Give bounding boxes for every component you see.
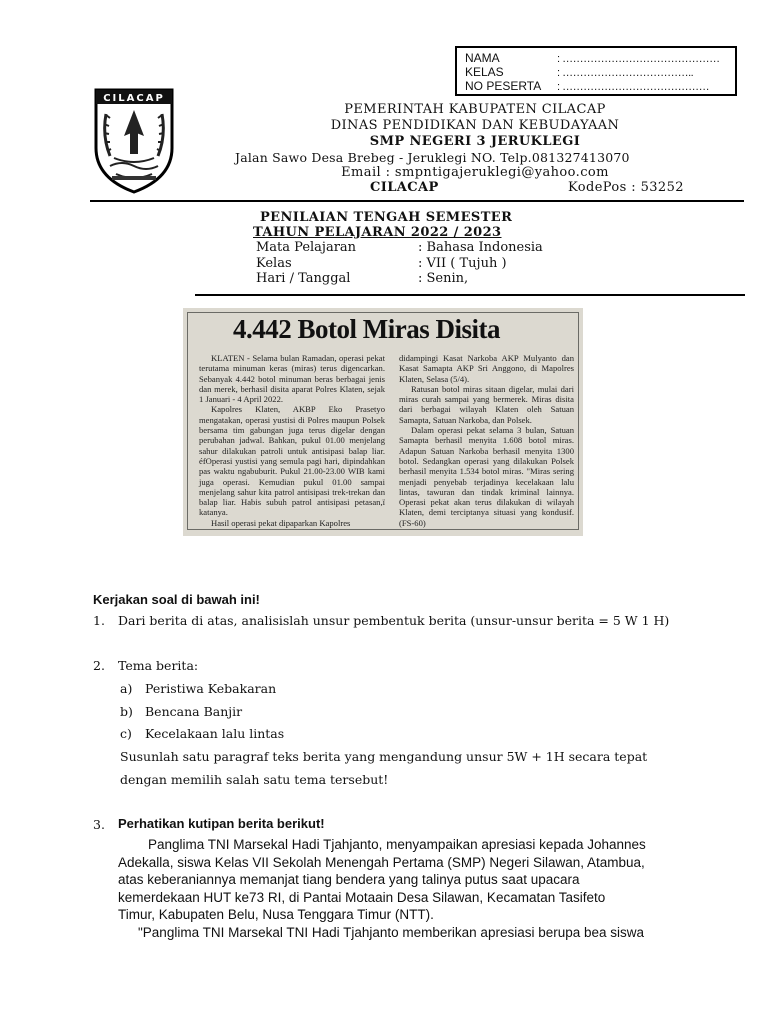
question-2-text: Tema berita: xyxy=(118,658,199,673)
instructions-heading: Kerjakan soal di bawah ini! xyxy=(93,592,260,607)
quote-line: "Panglima TNI Marsekal TNI Hadi Tjahjanto memberikan apresiasi berupa bea siswa xyxy=(138,924,645,940)
header-email: Email : smpntigajeruklegi@yahoo.com xyxy=(341,165,609,180)
clipping-paragraph: Dalam operasi pekat selama 3 bulan, Satuan Samapta berhasil menyita 1.608 botol miras. Adapun Satuan Narkoba berhasil menyita 1300 botol. Sedangkan operasi yang dilakukan Polsek berhasil menyita 1.534 botol miras. "Miras sering menjadi penyebab terjadinya kecelakaan lalu lintas, tawuran dan tindak kriminal lainnya. Operasi pekat akan terus dilakukan di wilayah Klaten, demi terciptanya situasi yang kondusif.(FS-60) xyxy=(399,425,574,528)
option-label: b) xyxy=(120,704,133,719)
identity-value: : ……………………………….. xyxy=(557,67,694,79)
identity-row-nama xyxy=(465,52,720,66)
exam-divider xyxy=(195,294,745,296)
exam-row-class-label: Kelas xyxy=(256,256,292,271)
clipping-paragraph: Ratusan botol miras sitaan digelar, mulai dari miras curah sampai yang bermerek. Miras disita dari berbagai wilayah Klaten oleh Satuan Samapta, Satuan Narkoba, dan Polsek. xyxy=(399,383,574,425)
clipping-paragraph: Kapolres Klaten, AKBP Eko Prasetyo mengatakan, operasi yustisi di Polres maupun Polsek bersama tim gabungan juga terus digelar dengan perubahan jadwal. Bahkan, pukul 01.00 menjelang sahur dilakukan patroli untuk antisipasi balap liar. éfOperasi yustisi yang semula pagi hari, dipindahkan pas waktu ngabuburit. Pukul 21.00-23.00 WIB kami juga operasi. Kemudian pukul 01.00 sampai menjelang sahur kita patrol antisipasi trek-trekan dan balap liar. Habis subuh patrol antisipasi petasan,ï katanya. xyxy=(199,404,385,518)
question-1-text: Dari berita di atas, analisislah unsur pembentuk berita (unsur-unsur berita = 5 W 1 H) xyxy=(118,613,670,628)
clipping-paragraph: didampingi Kasat Narkoba AKP Mulyanto dan Kasat Samapta AKP Sri Anggono, di Mapolres Klaten, Selasa (5/4). xyxy=(399,353,574,384)
clipping-column-left xyxy=(199,353,385,528)
option-text: Bencana Banjir xyxy=(145,704,243,719)
clipping-paragraph: Hasil operasi pekat dipaparkan Kapolres xyxy=(211,517,351,528)
newspaper-clipping xyxy=(183,308,583,536)
exam-row-date-label: Hari / Tanggal xyxy=(256,271,351,286)
cilacap-logo xyxy=(92,86,176,196)
option-label: c) xyxy=(120,726,132,741)
logo-banner-text: CILACAP xyxy=(103,93,165,104)
header-school-name: SMP NEGERI 3 JERUKLEGI xyxy=(369,134,581,149)
exam-title: PENILAIAN TENGAH SEMESTER xyxy=(260,210,513,225)
exam-row-class-value: : VII ( Tujuh ) xyxy=(418,256,507,271)
identity-value: : …………………………………… xyxy=(557,81,710,93)
question-3-quote xyxy=(118,836,738,941)
regency-emblem-icon xyxy=(92,86,176,196)
option-label: a) xyxy=(120,681,133,696)
question-1-number: 1. xyxy=(93,613,105,628)
question-2-task: dengan memilih salah satu tema tersebut! xyxy=(120,772,389,787)
identity-box xyxy=(455,46,737,96)
quote-line: Panglima TNI Marsekal Hadi Tjahjanto, menyampaikan apresiasi kepada Johannes xyxy=(148,837,646,852)
exam-year: TAHUN PELAJARAN 2022 / 2023 xyxy=(253,225,502,240)
option-text: Kecelakaan lalu lintas xyxy=(145,726,285,741)
question-2-task: Susunlah satu paragraf teks berita yang mengandung unsur 5W + 1H secara tepat xyxy=(120,749,648,764)
question-3-heading: Perhatikan kutipan berita berikut! xyxy=(118,816,325,831)
identity-row-no-peserta xyxy=(465,80,709,94)
clipping-column-right xyxy=(399,353,574,528)
quote-line: Adekalla, siswa Kelas VII Sekolah Menengah Pertama (SMP) Negeri Silawan, Atambua, xyxy=(118,854,645,870)
exam-row-subject-label: Mata Pelajaran xyxy=(256,240,357,255)
header-address: Jalan Sawo Desa Brebeg - Jeruklegi NO. Telp.081327413070 xyxy=(235,150,630,165)
header-city: CILACAP xyxy=(370,180,439,195)
header-line-government: PEMERINTAH KABUPATEN CILACAP xyxy=(344,102,606,117)
identity-value: : ……………………………………… xyxy=(557,53,720,65)
question-3-number: 3. xyxy=(93,817,105,832)
quote-line: atas keberaniannya memanjat tiang bendera yang talinya putus saat upacara xyxy=(118,872,580,887)
quote-line: kemerdekaan HUT ke73 RI, di Pantai Motaain Desa Silawan, Kecamatan Tasifeto xyxy=(118,889,606,905)
exam-row-subject-value: : Bahasa Indonesia xyxy=(418,240,543,255)
identity-row-kelas xyxy=(465,66,693,80)
question-2-number: 2. xyxy=(93,658,105,673)
option-text: Peristiwa Kebakaran xyxy=(145,681,277,696)
clipping-headline: 4.442 Botol Miras Disita xyxy=(233,314,500,344)
header-line-department: DINAS PENDIDIKAN DAN KEBUDAYAAN xyxy=(330,118,620,133)
exam-row-date-value: : Senin, xyxy=(418,271,469,286)
identity-label: NO PESERTA xyxy=(465,79,542,93)
quote-line: Timur, Kabupaten Belu, Nusa Tenggara Timur (NTT). xyxy=(118,907,434,922)
clipping-paragraph: KLATEN - Selama bulan Ramadan, operasi pekat terutama minuman keras (miras) terus digencarkan. Sebanyak 4.442 botol minuman beras berbagai jenis dan merek, berhasil disita aparat Polres Klaten, sejak 1 Januari - 4 April 2022. xyxy=(199,353,385,405)
identity-label: KELAS xyxy=(465,65,504,79)
header-divider xyxy=(90,200,744,202)
identity-label: NAMA xyxy=(465,51,500,65)
header-postcode: KodePos : 53252 xyxy=(568,180,684,195)
